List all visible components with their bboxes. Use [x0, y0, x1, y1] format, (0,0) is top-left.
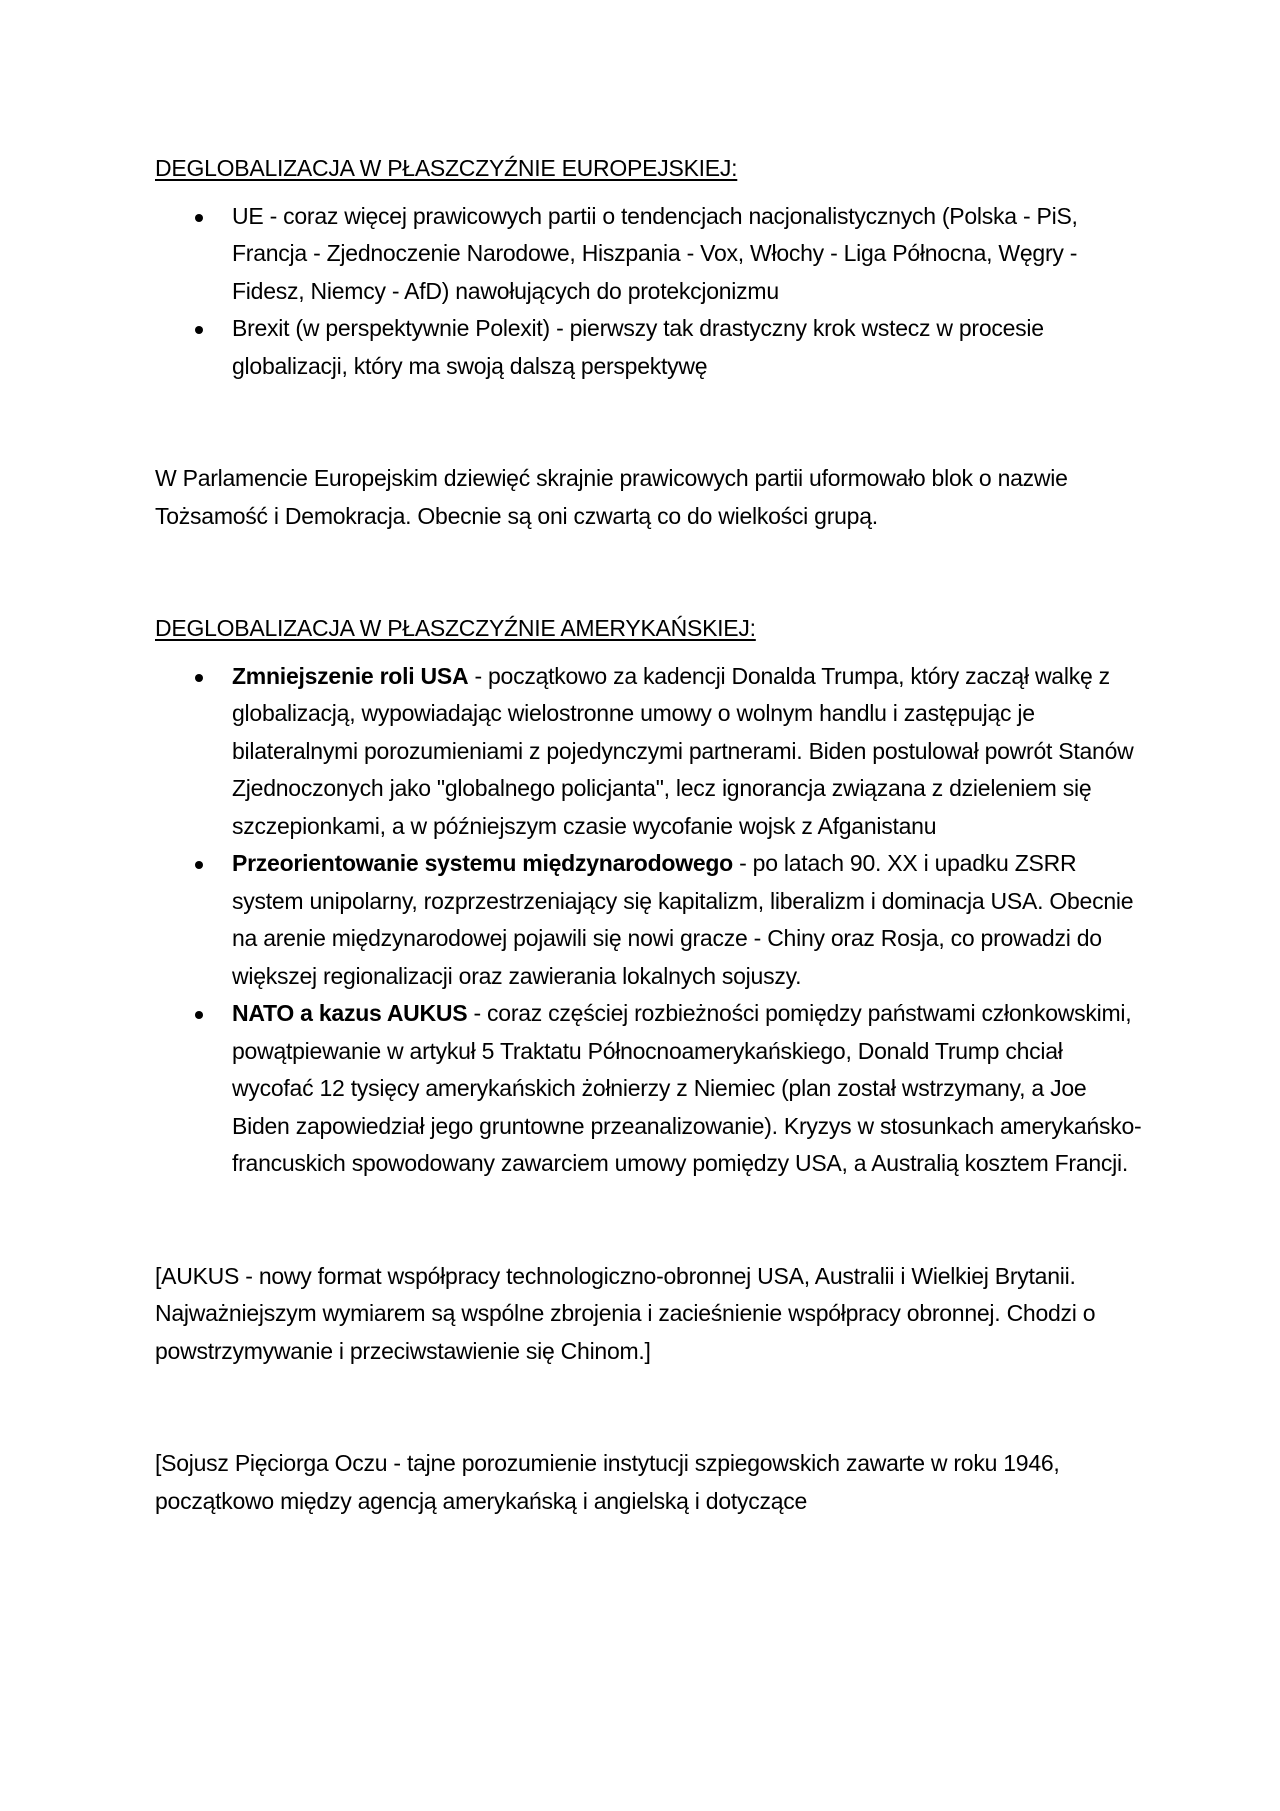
bullet-icon: [195, 674, 203, 682]
bullet-icon: [195, 214, 203, 222]
list-item-text: UE - coraz więcej prawicowych partii o tendencjach nacjonalistycznych (Polska - PiS, Francja - Zjednoczenie Narodowe, Hiszpania - Vox, Włochy - Liga Północna, Węgry - Fidesz, Niemcy - AfD) nawołujących do protekcjonizmu: [232, 202, 1078, 304]
bullet-icon: [195, 1011, 203, 1019]
list-item: [155, 198, 1145, 311]
bullet-icon: [195, 861, 203, 869]
paragraph-five-eyes: [Sojusz Pięciorga Oczu - tajne porozumienie instytucji szpiegowskich zawarte w roku 1946, początkowo między agencją amerykańską i angielską i dotyczące: [155, 1450, 1060, 1514]
list-item-text: - coraz częściej rozbieżności pomiędzy państwami członkowskimi, powątpiewanie w artykuł 5 Traktatu Północnoamerykańskiego, Donald Trump chciał wycofać 12 tysięcy amerykańskich żołnierzy z Niemiec (plan został wstrzymany, a Joe Biden zapowiedział jego gruntowne przeanalizowanie). Kryzys w stosunkach amerykańsko-francuskich spowodowany zawarciem umowy pomiędzy USA, a Australią kosztem Francji.: [232, 1000, 1142, 1176]
bullet-list-european: [155, 198, 1145, 386]
list-item-text: - po latach 90. XX i upadku ZSRR system unipolarny, rozprzestrzeniający się kapitalizm, liberalizm i dominacja USA. Obecnie na arenie międzynarodowej pojawili się nowi gracze - Chiny oraz Rosja, co prowadzi do większej regionalizacji oraz zawierania lokalnych sojuszy.: [232, 850, 1134, 989]
section-heading-american: DEGLOBALIZACJA W PŁASZCZYŹNIE AMERYKAŃSKIEJ:: [155, 615, 756, 641]
document-page: [155, 150, 1145, 1520]
paragraph-aukus: [AUKUS - nowy format współpracy technologiczno-obronnej USA, Australii i Wielkiej Brytanii. Najważniejszym wymiarem są wspólne zbrojenia i zacieśnienie współpracy obronnej. Chodzi o powstrzymywanie i przeciwstawienie się Chinom.]: [155, 1262, 1096, 1364]
list-item: [155, 845, 1145, 995]
section-heading-european: DEGLOBALIZACJA W PŁASZCZYŹNIE EUROPEJSKIEJ:: [155, 155, 738, 181]
list-item: [155, 995, 1145, 1183]
list-item-title: Przeorientowanie systemu międzynarodowego: [232, 850, 733, 876]
bullet-list-american: [155, 658, 1145, 1183]
list-item: [155, 310, 1145, 385]
list-item: [155, 658, 1145, 846]
list-item-text: - początkowo za kadencji Donalda Trumpa, który zaczął walkę z globalizacją, wypowiadając wielostronne umowy o wolnym handlu i zastępując je bilateralnymi porozumieniami z pojedynczymi partnerami. Biden postulował powrót Stanów Zjednoczonych jako "globalnego policjanta", lecz ignorancja związana z dzieleniem się szczepionkami, a w późniejszym czasie wycofanie wojsk z Afganistanu: [232, 662, 1134, 839]
list-item-title: NATO a kazus AUKUS: [232, 1000, 468, 1026]
bullet-icon: [195, 326, 203, 334]
list-item-title: Zmniejszenie roli USA: [232, 662, 469, 689]
list-item-text: Brexit (w perspektywnie Polexit) - pierwszy tak drastyczny krok wstecz w procesie globalizacji, który ma swoją dalszą perspektywę: [232, 315, 1044, 379]
paragraph-parliament: W Parlamencie Europejskim dziewięć skrajnie prawicowych partii uformowało blok o nazwie Tożsamość i Demokracja. Obecnie są oni czwartą co do wielkości grupą.: [155, 465, 1068, 529]
